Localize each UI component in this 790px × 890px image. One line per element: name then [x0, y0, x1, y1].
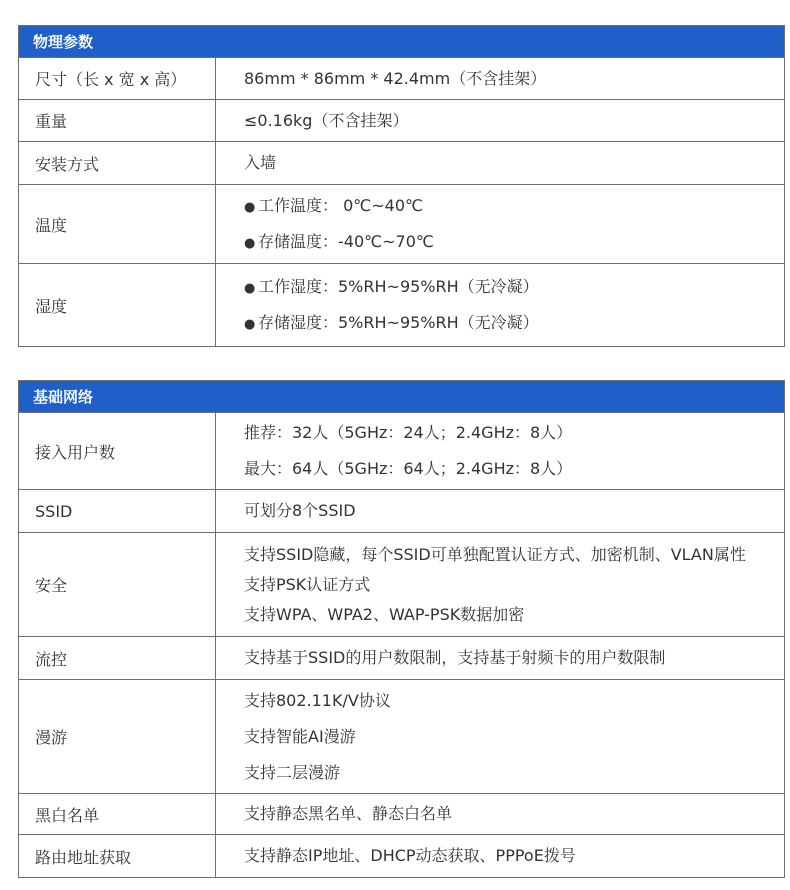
table-row	[19, 264, 784, 346]
table-row	[19, 413, 784, 490]
row-value	[216, 264, 784, 346]
table-row	[19, 637, 784, 680]
value-line: 支持二层漫游	[244, 762, 341, 782]
value-line: 支持静态黑名单、静态白名单	[244, 804, 453, 823]
value-line: 支持802.11K/V协议	[244, 690, 391, 710]
row-label: 流控	[19, 637, 216, 679]
row-label: 接入用户数	[19, 413, 216, 489]
row-label: 温度	[19, 185, 216, 263]
bullet-icon: ●	[244, 236, 256, 251]
table-row	[19, 680, 784, 794]
value-line: 支持WPA、WPA2、WAP-PSK数据加密	[244, 604, 525, 624]
row-value	[216, 58, 784, 99]
row-value	[216, 490, 784, 532]
row-value	[216, 142, 784, 184]
value-line: 支持智能AI漫游	[244, 726, 356, 746]
row-value	[216, 533, 784, 636]
table-row	[19, 490, 784, 533]
row-value	[216, 413, 784, 489]
row-label: 漫游	[19, 680, 216, 793]
table-row	[19, 100, 784, 142]
table-row	[19, 58, 784, 100]
row-label: 湿度	[19, 264, 216, 346]
value-text: 存储湿度：5%RH~95%RH（无冷凝）	[258, 313, 539, 332]
bullet-icon: ●	[244, 200, 256, 215]
value-line	[244, 224, 784, 260]
value-text: 工作湿度：5%RH~95%RH（无冷凝）	[258, 277, 539, 296]
row-value	[216, 100, 784, 141]
value-line: 支持基于SSID的用户数限制，支持基于射频卡的用户数限制	[244, 648, 666, 667]
row-value	[216, 794, 784, 834]
row-value	[216, 835, 784, 877]
value-line	[244, 269, 784, 305]
table-row	[19, 835, 784, 877]
row-label: 黑白名单	[19, 794, 216, 834]
value-line: 入墙	[244, 153, 277, 172]
table-row	[19, 533, 784, 637]
row-label: SSID	[19, 490, 216, 532]
table-row	[19, 185, 784, 264]
value-line: 推荐：32人（5GHz：24人；2.4GHz：8人）	[244, 423, 573, 442]
value-text: 工作温度： 0℃~40℃	[258, 196, 423, 215]
row-value	[216, 637, 784, 679]
table-row	[19, 142, 784, 185]
value-line	[244, 305, 784, 341]
value-line: 可划分8个SSID	[244, 501, 356, 520]
row-label: 重量	[19, 100, 216, 141]
row-label: 尺寸（长 x 宽 x 高）	[19, 58, 216, 99]
basic-network-table	[18, 380, 785, 878]
value-line: 86mm * 86mm * 42.4mm（不含挂架）	[244, 68, 547, 88]
value-line: ≤0.16kg（不含挂架）	[244, 110, 409, 130]
bullet-icon: ●	[244, 317, 256, 332]
row-label: 路由地址获取	[19, 835, 216, 877]
physical-params-table	[18, 25, 785, 347]
section-title: 基础网络	[19, 381, 784, 413]
value-line: 最大：64人（5GHz：64人；2.4GHz：8人）	[244, 459, 573, 478]
row-value	[216, 185, 784, 263]
bullet-icon: ●	[244, 281, 256, 296]
value-line: 支持PSK认证方式	[244, 574, 371, 594]
row-value	[216, 680, 784, 793]
row-label: 安装方式	[19, 142, 216, 184]
value-line	[244, 188, 784, 224]
section-title: 物理参数	[19, 26, 784, 58]
value-line: 支持静态IP地址、DHCP动态获取、PPPoE拨号	[244, 846, 576, 865]
value-line: 支持SSID隐藏，每个SSID可单独配置认证方式、加密机制、VLAN属性	[244, 544, 746, 564]
row-label: 安全	[19, 533, 216, 636]
table-row	[19, 794, 784, 835]
value-text: 存储温度：-40℃~70℃	[258, 232, 434, 251]
